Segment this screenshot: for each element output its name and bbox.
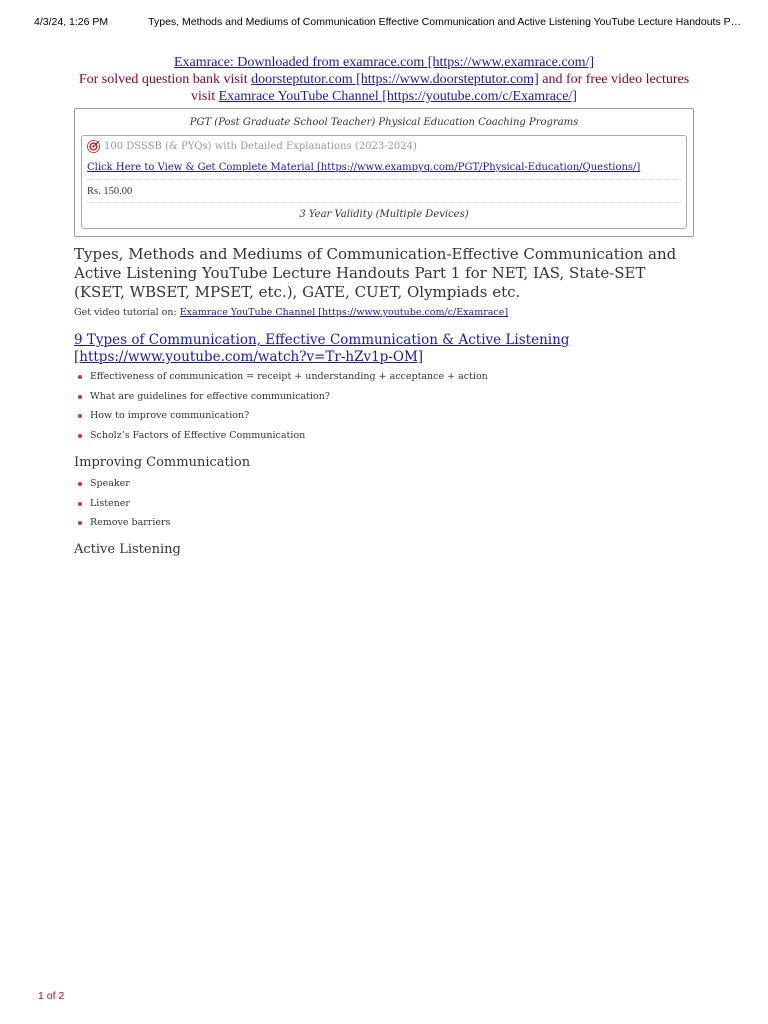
improving-list (74, 478, 170, 537)
video-prefix: Get video tutorial on: (74, 307, 180, 318)
view-material-link[interactable]: Click Here to View & Get Complete Material [https://www.exampyq.com/PGT/Physical-Education/Questions/] (87, 162, 641, 173)
heading-improving-communication: Improving Communication (74, 455, 251, 470)
product-price: Rs. 150.00 (87, 186, 133, 197)
validity-note: 3 Year Validity (Multiple Devices) (299, 209, 469, 220)
list-item: What are guidelines for effective communication? (74, 391, 488, 411)
banner-line2-prefix: For solved question bank visit (78, 72, 252, 87)
print-title: Types, Methods and Mediums of Communication Effective Communication and Active Listening YouTube Lecture Handouts P… (148, 16, 742, 28)
course-promo-box (74, 108, 694, 237)
course-product-card (81, 135, 687, 229)
divider (87, 202, 681, 203)
list-item: Scholz’s Factors of Effective Communication (74, 430, 488, 450)
target-icon (87, 140, 100, 153)
list-item: Speaker (74, 478, 170, 498)
course-heading: PGT (Post Graduate School Teacher) Physical Education Coaching Programs (189, 117, 579, 128)
video-tutorial-line (74, 307, 508, 318)
page-title: Types, Methods and Mediums of Communication-Effective Communication and Active Listening YouTube Lecture Handouts Part 1 for NET, IAS, State-SET (KSET, WBSET, MPSET, etc.), GATE, CUET, Olympiads etc. (74, 245, 677, 301)
product-row (87, 140, 417, 153)
print-datetime: 4/3/24, 1:26 PM (34, 16, 109, 28)
product-name: 100 DSSSB (& PYQs) with Detailed Explanations (2023-2024) (104, 141, 417, 152)
source-banner (0, 54, 768, 105)
list-item: Effectiveness of communication = receipt + understanding + acceptance + action (74, 371, 488, 391)
examrace-download-link[interactable]: Examrace: Downloaded from examrace.com [https://www.examrace.com/] (173, 55, 595, 70)
video-channel-link[interactable]: Examrace YouTube Channel [https://www.youtube.com/c/Examrace] (179, 307, 509, 318)
list-item: Remove barriers (74, 517, 170, 537)
youtube-channel-link[interactable]: Examrace YouTube Channel [https://youtube.com/c/Examrace/] (218, 89, 577, 104)
page-number: 1 of 2 (38, 990, 65, 1002)
print-header (34, 16, 748, 28)
section-video-link[interactable]: 9 Types of Communication, Effective Communication & Active Listening [https://www.youtube.com/watch?v=Tr-hZv1p-OM] (74, 332, 570, 365)
doorsteptutor-link[interactable]: doorsteptutor.com [https://www.doorsteptutor.com] (251, 72, 539, 87)
list-item: Listener (74, 498, 170, 518)
heading-active-listening: Active Listening (74, 542, 181, 557)
banner-line3-prefix: visit (191, 89, 219, 104)
list-item: How to improve communication? (74, 410, 488, 430)
divider (87, 179, 681, 180)
topic-list (74, 371, 488, 449)
banner-line2-suffix: and for free video lectures (538, 72, 690, 87)
